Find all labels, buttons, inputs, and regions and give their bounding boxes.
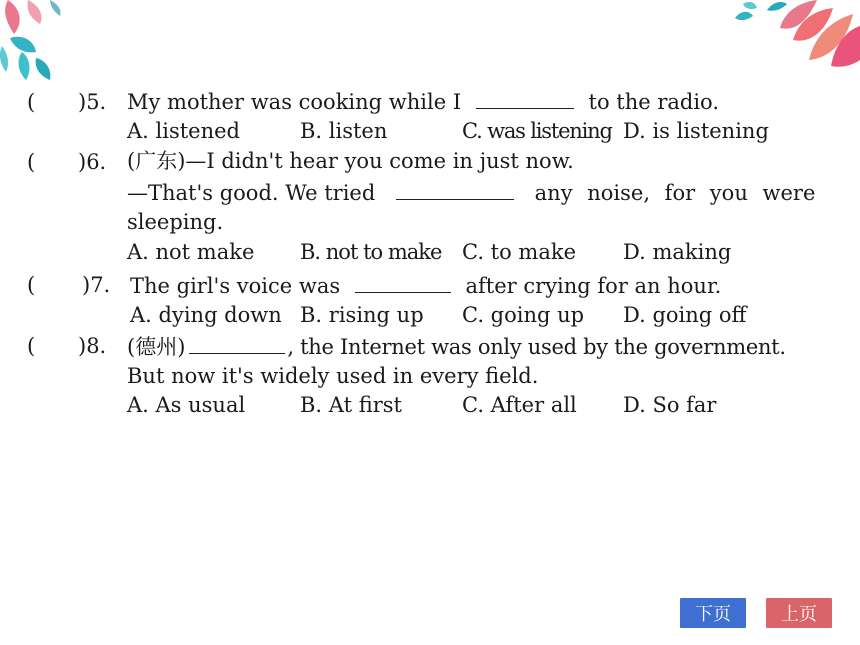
- source-label: (广东): [127, 149, 186, 173]
- option-a: A. not make: [127, 240, 255, 264]
- question-stem: [127, 333, 786, 360]
- option-d: D. is listening: [623, 119, 769, 143]
- question-number: )6.: [78, 150, 107, 174]
- leaf-decoration-top-left: [0, 0, 80, 95]
- option-a: A. listened: [127, 119, 240, 143]
- question-number: )7.: [82, 273, 111, 297]
- next-page-button[interactable]: 下页: [680, 598, 746, 628]
- option-a: A. dying down: [130, 303, 282, 327]
- answer-blank: [396, 179, 514, 200]
- option-b: B. At first: [300, 393, 402, 417]
- option-b: B. not to make: [300, 240, 442, 264]
- answer-bracket-open: (: [27, 334, 36, 358]
- stem-text: —That's good. We tried: [127, 181, 376, 205]
- question-number: )5.: [78, 90, 107, 114]
- source-label: (德州): [127, 335, 186, 359]
- answer-blank: [355, 272, 451, 293]
- stem-text: —I didn't hear you come in just now.: [185, 149, 574, 173]
- option-b: B. listen: [300, 119, 388, 143]
- option-a: A. As usual: [127, 393, 246, 417]
- option-c: C. was listening: [462, 119, 612, 143]
- stem-text: after crying for an hour.: [465, 274, 722, 298]
- question-stem: sleeping.: [127, 210, 224, 234]
- stem-text: The girl's voice was: [130, 274, 341, 298]
- question-stem: [127, 179, 815, 206]
- option-d: D. going off: [623, 303, 747, 327]
- stem-text: any noise, for you were: [534, 181, 816, 205]
- stem-text: , the Internet was only used by the government.: [287, 335, 786, 359]
- answer-blank: [189, 333, 285, 354]
- option-b: B. rising up: [300, 303, 424, 327]
- previous-page-button[interactable]: 上页: [766, 598, 832, 628]
- option-c: C. After all: [462, 393, 577, 417]
- answer-bracket-open: (: [27, 90, 36, 114]
- question-stem: [127, 88, 719, 115]
- answer-blank: [476, 88, 574, 109]
- question-stem: But now it's widely used in every field.: [127, 364, 539, 388]
- answer-bracket-open: (: [27, 273, 36, 297]
- option-d: D. So far: [623, 393, 717, 417]
- question-number: )8.: [78, 334, 107, 358]
- option-d: D. making: [623, 240, 732, 264]
- option-c: C. to make: [462, 240, 577, 264]
- option-c: C. going up: [462, 303, 585, 327]
- stem-text: to the radio.: [588, 90, 719, 114]
- leaf-decoration-top-right: [735, 0, 860, 70]
- question-stem: [127, 148, 574, 174]
- answer-bracket-open: (: [27, 150, 36, 174]
- stem-text: My mother was cooking while I: [127, 90, 462, 114]
- question-stem: [130, 272, 721, 299]
